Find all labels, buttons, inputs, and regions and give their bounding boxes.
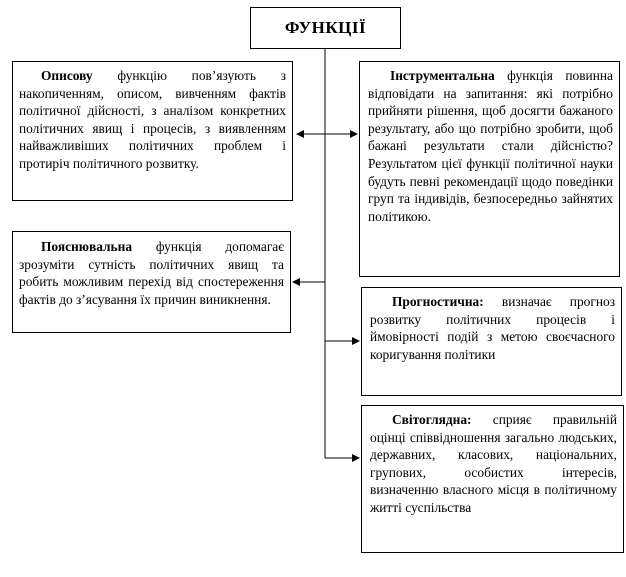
- diagram-title: ФУНКЦІЇ: [250, 7, 401, 49]
- box-poiasniuvalna-name: Пояснювальна: [41, 239, 133, 254]
- box-prognostychna-name: Прогностична:: [392, 294, 484, 309]
- box-svitogliadna-text: сприяє правильній оцінці співвідношення загально людських, державних, класових, національних, групових, особистих інтересів, визначенню власного місця в політичному житті суспільства: [370, 412, 617, 515]
- box-opysova-text: функцію пов’язують з накопиченням, описом, вивченням фактів політичної дійсності, з аналізом конкретних політичних явищ і процесів, з виявленням найважливіших політичних проблем і протиріч політичного розвитку.: [19, 68, 286, 171]
- box-poiasniuvalna: [12, 231, 291, 333]
- box-prognostychna: [361, 287, 622, 396]
- box-svitogliadna: [361, 405, 624, 553]
- box-poiasniuvalna-text: функція допомагає зрозуміти сутність політичних явищ та робить можливим перехід від спостереження фактів до з’ясування їх причин виникнення.: [19, 239, 284, 307]
- box-opysova-name: Описову: [41, 68, 93, 83]
- box-instrumentalna-name: Інструментальна: [390, 68, 495, 83]
- box-svitogliadna-name: Світоглядна:: [392, 412, 472, 427]
- box-instrumentalna-text: функція повинна відповідати на запитання: які потрібно прийняти рішення, щоб досягти бажаного результату, або що потрібно зробити, щоб бажані результати стали дійсністю? Результатом цієї функції політичної науки будуть певні рекомендації щодо поведінки груп та індивідів, безпосередньо зайнятих політикою.: [368, 68, 613, 224]
- box-prognostychna-text: визначає прогноз розвитку політичних процесів і ймовірності подій з метою своєчасного коригування політики: [370, 294, 615, 362]
- box-instrumentalna: [359, 61, 620, 277]
- box-opysova: [12, 61, 293, 201]
